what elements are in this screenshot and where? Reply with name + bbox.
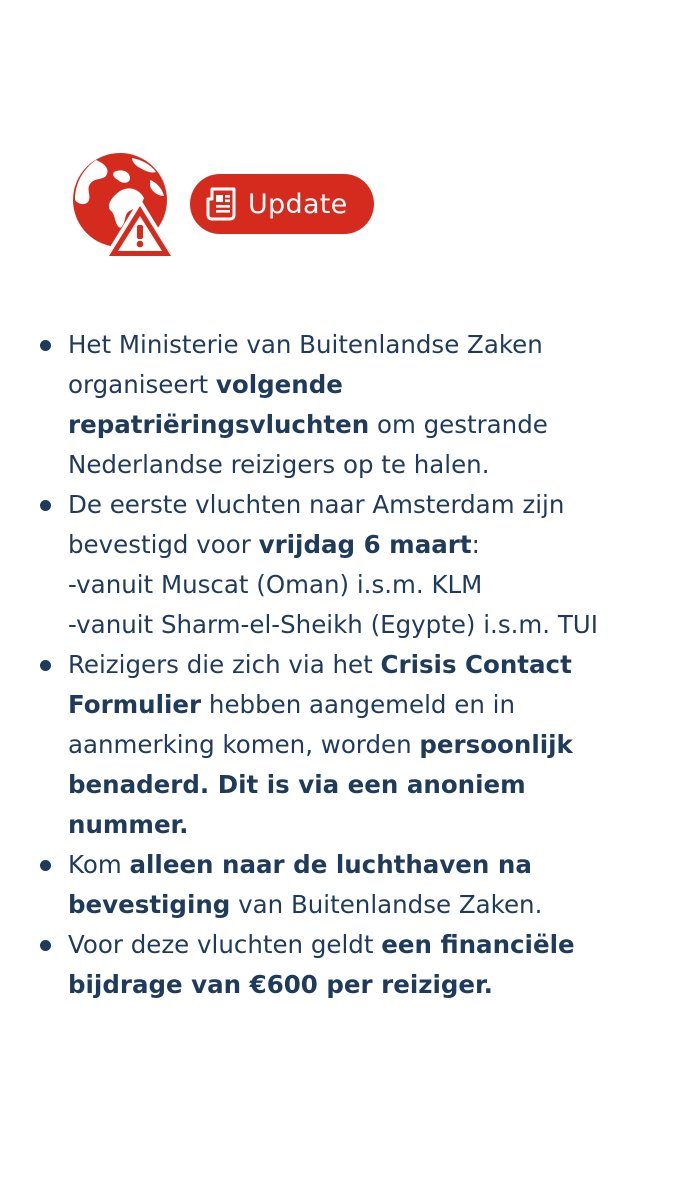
text-line — [68, 805, 660, 845]
text-line — [68, 325, 660, 365]
text-line — [68, 965, 660, 1005]
bold-text: Formulier — [68, 690, 202, 719]
bold-text: een financiële — [381, 930, 575, 959]
bold-text: alleen naar de luchthaven na — [129, 850, 532, 879]
text-line — [68, 565, 660, 605]
bullet-dot — [40, 500, 51, 511]
bold-text: repatriëringsvluchten — [68, 410, 370, 439]
globe-warning-icon — [70, 150, 180, 262]
text: Voor deze vluchten geldt — [68, 930, 382, 959]
text-line — [68, 365, 660, 405]
text: Nederlandse reizigers op te halen. — [68, 450, 490, 479]
bullet-dot — [40, 860, 51, 871]
text-line — [68, 645, 660, 685]
badge-label: Update — [248, 188, 348, 220]
bold-text: benaderd. Dit is via een anoniem — [68, 770, 526, 799]
bold-text: persoonlijk — [419, 730, 573, 759]
text-line — [68, 845, 660, 885]
bold-text: bevestiging — [68, 890, 231, 919]
newspaper-icon — [206, 187, 236, 221]
text: Kom — [68, 850, 130, 879]
text: hebben aangemeld en in — [201, 690, 515, 719]
bold-text: Crisis Contact — [380, 650, 572, 679]
text: organiseert — [68, 370, 216, 399]
bullet-dot — [40, 660, 51, 671]
text: : — [471, 530, 480, 559]
text: Het Ministerie van Buitenlandse Zaken — [68, 330, 543, 359]
text-line — [68, 405, 660, 445]
bullet-dot — [40, 940, 51, 951]
text: -vanuit Sharm-el-Sheikh (Egypte) i.s.m. TUI — [68, 610, 598, 639]
header — [70, 150, 390, 265]
list-item — [40, 325, 660, 485]
text-line — [68, 525, 660, 565]
text: om gestrande — [369, 410, 548, 439]
bold-text: bijdrage van €600 per reiziger. — [68, 970, 493, 999]
list-item — [40, 485, 660, 645]
text: van Buitenlandse Zaken. — [230, 890, 543, 919]
text: De eerste vluchten naar Amsterdam zijn — [68, 490, 565, 519]
text-line — [68, 885, 660, 925]
text-line — [68, 445, 660, 485]
bullet-dot — [40, 340, 51, 351]
list-item — [40, 645, 660, 845]
text-line — [68, 765, 660, 805]
update-badge — [190, 174, 374, 234]
text: aanmerking komen, worden — [68, 730, 420, 759]
text: bevestigd voor — [68, 530, 259, 559]
text: Reizigers die zich via het — [68, 650, 381, 679]
bullet-list — [40, 325, 660, 1005]
list-item — [40, 925, 660, 1005]
bold-text: volgende — [215, 370, 343, 399]
text-line — [68, 725, 660, 765]
text-line — [68, 485, 660, 525]
text-line — [68, 605, 660, 645]
list-item — [40, 845, 660, 925]
bold-text: nummer. — [68, 810, 189, 839]
text: -vanuit Muscat (Oman) i.s.m. KLM — [68, 570, 483, 599]
bold-text: vrijdag 6 maart — [258, 530, 472, 559]
text-line — [68, 925, 660, 965]
text-line — [68, 685, 660, 725]
